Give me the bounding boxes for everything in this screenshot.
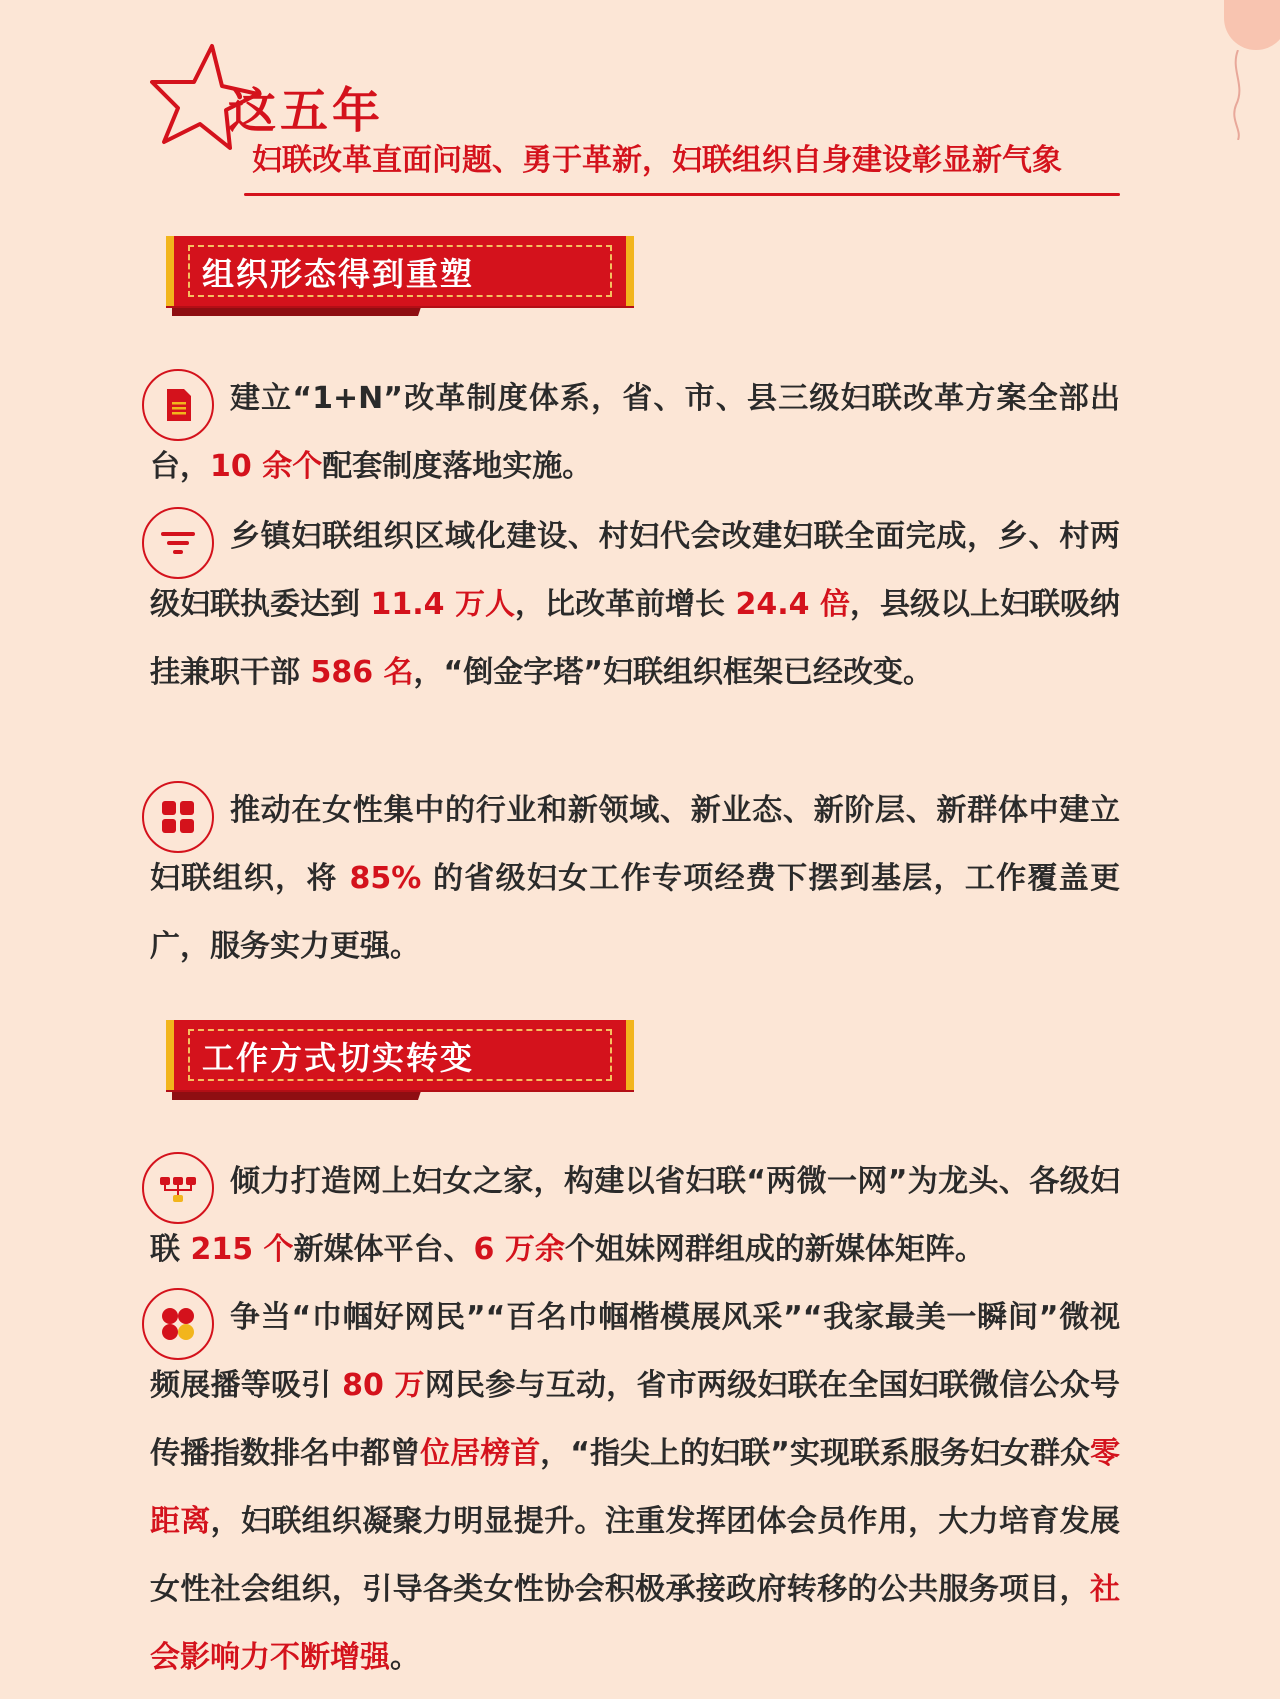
list-item xyxy=(150,365,1120,501)
item-text xyxy=(150,777,1120,981)
highlight-text: 10 余个 xyxy=(210,449,323,484)
body-text: 建立“1+N”改革制度体系，省、市、县三级妇联改革方案全部出台， xyxy=(150,381,1120,484)
section-title: 组织形态得到重塑 xyxy=(202,255,475,293)
body-text: 争当“巾帼好网民”“百名巾帼楷模展风采”“我家最美一瞬间”微视频展播等吸引 xyxy=(150,1300,1120,1403)
banner-ribbon xyxy=(166,236,634,306)
section-banner-org xyxy=(166,236,626,346)
document-list-icon xyxy=(142,369,214,441)
page-subtitle: 妇联改革直面问题、勇于革新，妇联组织自身建设彰显新气象 xyxy=(252,143,1062,178)
banner-ribbon xyxy=(166,1020,634,1090)
balloon-string xyxy=(1228,50,1250,140)
body-text: 的省级妇女工作专项经费下摆到基层，工作覆盖更广，服务实力更强。 xyxy=(150,861,1120,964)
highlight-text: 586 名 xyxy=(310,655,414,690)
item-text xyxy=(150,503,1120,707)
body-text: 倾力打造网上妇女之家，构建以省妇联“两微一网”为龙头、各级妇联 xyxy=(150,1164,1120,1267)
grid-squares-icon xyxy=(142,781,214,853)
list-item xyxy=(150,1284,1120,1692)
highlight-text: 位居榜首 xyxy=(420,1436,541,1471)
body-text: ，比改革前增长 xyxy=(514,587,736,622)
highlight-text: 215 个 xyxy=(190,1232,294,1267)
balloon-decoration xyxy=(1224,0,1280,50)
section-title: 工作方式切实转变 xyxy=(202,1039,475,1077)
highlight-text: 零距离 xyxy=(150,1436,1121,1539)
highlight-text: 11.4 万人 xyxy=(370,587,515,622)
section-banner-work xyxy=(166,1020,626,1130)
body-text: ，妇联组织凝聚力明显提升。注重发挥团体会员作用，大力培育发展女性社会组织，引导各类女性协会积极承接政府转移的公共服务项目， xyxy=(150,1504,1121,1607)
funnel-lines-icon xyxy=(142,507,214,579)
body-text: ，县级以上妇联吸纳挂兼职干部 xyxy=(150,587,1121,690)
body-text: 乡镇妇联组织区域化建设、村妇代会改建妇联全面完成，乡、村两级妇联执委达到 xyxy=(150,519,1120,622)
body-text: 推动在女性集中的行业和新领域、新业态、新阶层、新群体中建立妇联组织，将 xyxy=(150,793,1120,896)
item-text xyxy=(150,1284,1120,1692)
page-title: 这五年 xyxy=(228,83,385,139)
highlight-text: 6 万余 xyxy=(473,1232,565,1267)
body-text: 网民参与互动，省市两级妇联在全国妇联微信公众号传播指数排名中都曾 xyxy=(150,1368,1120,1471)
body-text: 个姐妹网群组成的新媒体矩阵。 xyxy=(564,1232,985,1267)
item-text xyxy=(150,1148,1120,1284)
body-text: 。 xyxy=(390,1640,420,1675)
clover-icon xyxy=(142,1288,214,1360)
list-item xyxy=(150,503,1120,707)
body-text: ，“倒金字塔”妇联组织框架已经改变。 xyxy=(413,655,933,690)
list-item xyxy=(150,777,1120,981)
body-text: 新媒体平台、 xyxy=(293,1232,474,1267)
list-item xyxy=(150,1148,1120,1284)
header-divider xyxy=(244,193,1120,196)
item-text xyxy=(150,365,1120,501)
highlight-text: 社会影响力不断增强 xyxy=(150,1572,1120,1675)
highlight-text: 24.4 倍 xyxy=(735,587,850,622)
network-tree-icon xyxy=(142,1152,214,1224)
highlight-text: 85% xyxy=(349,861,422,896)
body-text: 配套制度落地实施。 xyxy=(322,449,593,484)
body-text: ，“指尖上的妇联”实现联系服务妇女群众 xyxy=(540,1436,1091,1471)
highlight-text: 80 万 xyxy=(342,1368,425,1403)
